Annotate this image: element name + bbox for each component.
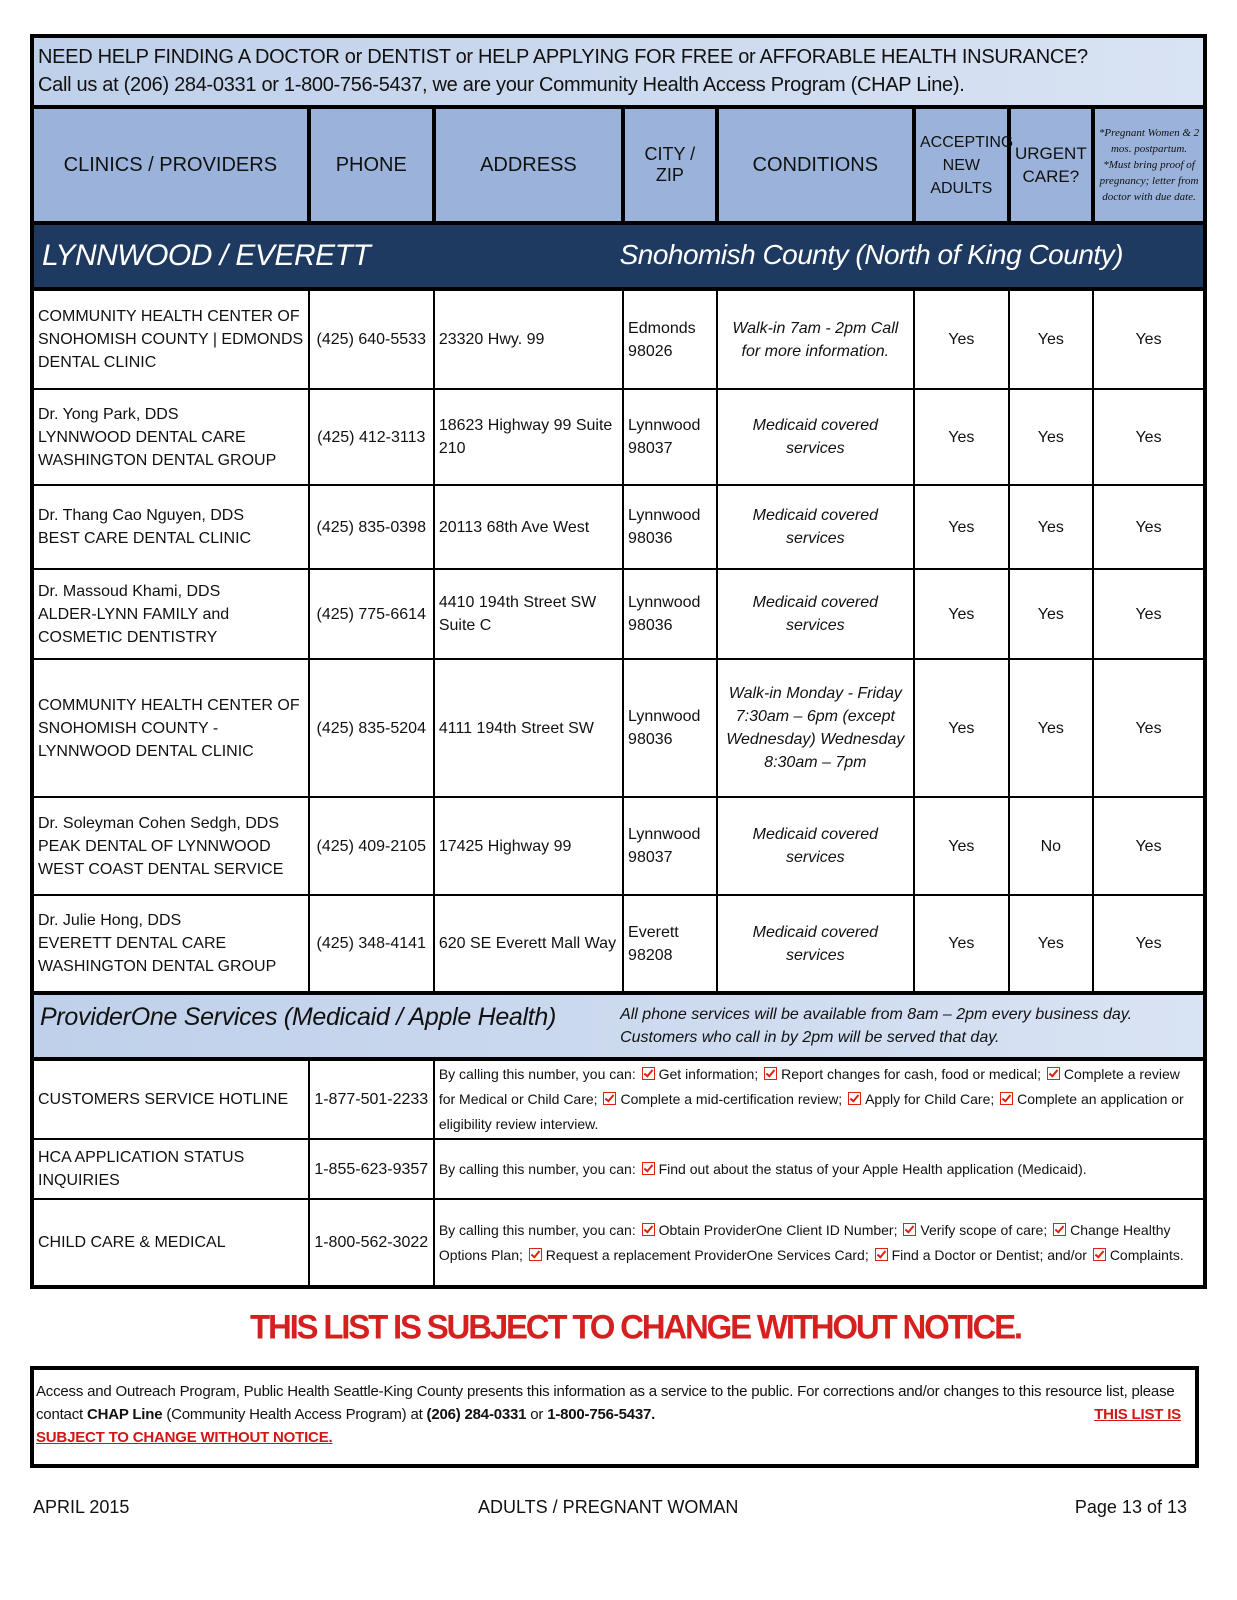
disclaimer-phone-2: 1-800-756-5437. <box>547 1406 656 1423</box>
service-item: Find a Doctor or Dentist; and/or <box>891 1246 1087 1263</box>
accepting-cell: Yes <box>914 289 1009 389</box>
city-cell <box>623 797 717 895</box>
pregnant-cell: Yes <box>1093 289 1205 389</box>
service-intro: By calling this number, you can: <box>438 1066 636 1082</box>
provider-doctor: Dr. Julie Hong, DDS <box>38 912 182 929</box>
service-phone: 1-800-562-3022 <box>309 1199 434 1287</box>
header-accepting: ACCEPTING NEW ADULTS <box>914 107 1009 223</box>
urgent-cell: Yes <box>1009 569 1093 659</box>
urgent-cell: Yes <box>1009 659 1093 797</box>
urgent-cell: Yes <box>1009 485 1093 569</box>
provider-name: EVERETT DENTAL CARE WASHINGTON DENTAL GROUP <box>38 935 277 975</box>
region-subtitle: Snohomish County (North of King County) <box>619 239 1123 270</box>
provider-row <box>32 389 1205 485</box>
service-item: Get information; <box>658 1066 759 1082</box>
column-headers <box>32 107 1205 223</box>
city-cell <box>623 485 717 569</box>
city-name: Lynnwood <box>628 708 701 725</box>
pregnant-cell: Yes <box>1093 895 1205 993</box>
accepting-cell: Yes <box>914 569 1009 659</box>
service-item: Apply for Child Care; <box>865 1091 995 1107</box>
services-note <box>620 1003 1132 1049</box>
conditions-cell: Walk-in Monday - Friday 7:30am – 6pm (except Wednesday) Wednesday 8:30am – 7pm <box>717 659 914 797</box>
service-description <box>434 1199 1205 1287</box>
checkbox-checked-icon <box>848 1092 861 1105</box>
disclaimer-phone-1: (206) 284-0331 <box>426 1406 527 1423</box>
service-item: Complaints. <box>1109 1246 1184 1263</box>
checkbox-checked-icon <box>764 1067 777 1080</box>
phone-cell: (425) 412-3113 <box>309 389 434 485</box>
provider-name: COMMUNITY HEALTH CENTER OF SNOHOMISH COUNTY - LYNNWOOD DENTAL CLINIC <box>38 696 300 760</box>
accepting-cell: Yes <box>914 797 1009 895</box>
service-name: HCA APPLICATION STATUS INQUIRIES <box>32 1139 309 1199</box>
city-name: Edmonds <box>628 319 696 337</box>
provider-cell <box>32 569 309 659</box>
checkbox-checked-icon <box>1093 1248 1106 1261</box>
header-clinics: CLINICS / PROVIDERS <box>32 107 309 223</box>
checkbox-checked-icon <box>529 1248 542 1261</box>
disclaimer-text-1: Access and Outreach Program, Public Health Seattle-King County presents this information as a service to the public. For corrections and/or changes to this resource list, please contact <box>36 1383 1175 1423</box>
resource-page <box>30 34 1207 1289</box>
provider-name: COMMUNITY HEALTH CENTER OF SNOHOMISH COUNTY | EDMONDS DENTAL CLINIC <box>38 308 304 371</box>
disclaimer-box <box>30 1366 1199 1468</box>
conditions-cell: Walk-in 7am - 2pm Call for more information. <box>717 289 914 389</box>
service-intro: By calling this number, you can: <box>438 1221 636 1238</box>
provider-name: BEST CARE DENTAL CLINIC <box>38 530 252 547</box>
checkbox-checked-icon <box>875 1248 888 1261</box>
address-cell: 18623 Highway 99 Suite 210 <box>434 389 623 485</box>
footer-date: APRIL 2015 <box>33 1497 130 1517</box>
provider-doctor: Dr. Yong Park, DDS <box>38 405 179 423</box>
providers-table <box>30 105 1207 1289</box>
city-cell <box>623 659 717 797</box>
header-city: CITY / ZIP <box>623 107 717 223</box>
service-item: Report changes for cash, food or medical; <box>781 1066 1042 1082</box>
service-item: Verify scope of care; <box>920 1221 1048 1238</box>
change-notice: THIS LIST IS SUBJECT TO CHANGE WITHOUT NOTICE. <box>250 1307 1021 1346</box>
disclaimer-text-2: (Community Health Access Program) at <box>166 1406 423 1423</box>
service-phone: 1-855-623-9357 <box>309 1139 434 1199</box>
service-rows <box>32 1059 1205 1287</box>
pregnant-cell: Yes <box>1093 389 1205 485</box>
city-name: Lynnwood <box>628 507 701 524</box>
zip-code: 98036 <box>628 731 673 748</box>
urgent-cell: No <box>1009 797 1093 895</box>
conditions-cell: Medicaid covered services <box>717 895 914 993</box>
address-cell: 4410 194th Street SW Suite C <box>434 569 623 659</box>
services-note-1: All phone services will be available from 8am – 2pm every business day. <box>620 1006 1133 1023</box>
provider-rows <box>32 289 1205 993</box>
checkbox-checked-icon <box>642 1067 655 1080</box>
service-row <box>32 1059 1205 1139</box>
phone-cell: (425) 409-2105 <box>309 797 434 895</box>
services-band <box>32 993 1205 1059</box>
disclaimer-red-1: THIS LIST IS <box>1094 1406 1181 1423</box>
checkbox-checked-icon <box>1000 1092 1013 1105</box>
checkbox-checked-icon <box>642 1223 655 1236</box>
service-description <box>434 1139 1205 1199</box>
phone-cell: (425) 835-0398 <box>309 485 434 569</box>
urgent-cell: Yes <box>1009 389 1093 485</box>
city-cell <box>623 569 717 659</box>
pregnant-cell: Yes <box>1093 569 1205 659</box>
conditions-cell: Medicaid covered services <box>717 389 914 485</box>
services-note-2: Customers who call in by 2pm will be served that day. <box>620 1029 1000 1046</box>
checkbox-checked-icon <box>903 1223 916 1236</box>
checkbox-checked-icon <box>603 1092 616 1105</box>
provider-doctor: Dr. Soleyman Cohen Sedgh, DDS <box>38 814 280 832</box>
zip-code: 98036 <box>628 617 673 634</box>
provider-row <box>32 895 1205 993</box>
address-cell: 17425 Highway 99 <box>434 797 623 895</box>
provider-cell <box>32 485 309 569</box>
region-band <box>32 223 1205 289</box>
pregnant-cell: Yes <box>1093 659 1205 797</box>
city-cell <box>623 289 717 389</box>
provider-name: ALDER-LYNN FAMILY and COSMETIC DENTISTRY <box>38 605 230 646</box>
header-address: ADDRESS <box>434 107 623 223</box>
provider-row <box>32 289 1205 389</box>
provider-name: LYNNWOOD DENTAL CARE WASHINGTON DENTAL GROUP <box>38 428 277 469</box>
provider-cell <box>32 289 309 389</box>
disclaimer-chap: CHAP Line <box>86 1406 163 1423</box>
service-name: CUSTOMERS SERVICE HOTLINE <box>32 1059 309 1139</box>
zip-code: 98037 <box>628 849 673 866</box>
provider-cell <box>32 659 309 797</box>
provider-cell <box>32 389 309 485</box>
accepting-cell: Yes <box>914 389 1009 485</box>
checkbox-checked-icon <box>642 1162 655 1175</box>
provider-doctor: Dr. Massoud Khami, DDS <box>38 582 221 600</box>
provider-doctor: Dr. Thang Cao Nguyen, DDS <box>38 507 245 524</box>
service-item: Complete a mid-certification review; <box>620 1091 843 1107</box>
city-cell <box>623 389 717 485</box>
address-cell: 620 SE Everett Mall Way <box>434 895 623 993</box>
phone-cell: (425) 348-4141 <box>309 895 434 993</box>
zip-code: 98036 <box>628 530 673 547</box>
provider-cell <box>32 797 309 895</box>
accepting-cell: Yes <box>914 659 1009 797</box>
header-phone: PHONE <box>309 107 434 223</box>
zip-code: 98037 <box>628 440 673 457</box>
provider-row <box>32 569 1205 659</box>
conditions-cell: Medicaid covered services <box>717 569 914 659</box>
pregnant-cell: Yes <box>1093 797 1205 895</box>
accepting-cell: Yes <box>914 485 1009 569</box>
footer-section: ADULTS / PREGNANT WOMAN <box>478 1497 739 1517</box>
checkbox-checked-icon <box>1047 1067 1060 1080</box>
banner-line-1: NEED HELP FINDING A DOCTOR or DENTIST or HELP APPLYING FOR FREE or AFFORABLE HEALTH INSURANCE? <box>38 46 1088 68</box>
header-urgent: URGENT CARE? <box>1009 107 1093 223</box>
service-item: Complete an application or eligibility review interview. <box>438 1091 1184 1132</box>
pregnant-cell: Yes <box>1093 485 1205 569</box>
provider-row <box>32 797 1205 895</box>
service-item: Change Healthy Options Plan; <box>438 1221 1171 1263</box>
service-row <box>32 1139 1205 1199</box>
checkbox-checked-icon <box>1053 1223 1066 1236</box>
header-pregnant: *Pregnant Women & 2 mos. postpartum. *Must bring proof of pregnancy; letter from doctor with due date. <box>1093 107 1205 223</box>
service-item: Obtain ProviderOne Client ID Number; <box>658 1221 898 1238</box>
provider-cell <box>32 895 309 993</box>
region-title: LYNNWOOD / EVERETT <box>42 239 371 272</box>
city-name: Lynnwood <box>628 594 701 611</box>
service-row <box>32 1199 1205 1287</box>
disclaimer-or: or <box>530 1406 544 1423</box>
provider-name: PEAK DENTAL OF LYNNWOOD WEST COAST DENTAL SERVICE <box>38 837 284 878</box>
city-name: Lynnwood <box>628 826 701 843</box>
phone-cell: (425) 640-5533 <box>309 289 434 389</box>
address-cell: 4111 194th Street SW <box>434 659 623 797</box>
provider-row <box>32 485 1205 569</box>
service-item: Complete a review for Medical or Child Care; <box>438 1066 1180 1107</box>
service-description <box>434 1059 1205 1139</box>
city-name: Lynnwood <box>628 417 701 434</box>
footer-page: Page 13 of 13 <box>1074 1497 1187 1517</box>
conditions-cell: Medicaid covered services <box>717 485 914 569</box>
services-title: ProviderOne Services (Medicaid / Apple Health) <box>40 1003 557 1031</box>
urgent-cell: Yes <box>1009 895 1093 993</box>
service-item: Find out about the status of your Apple Health application (Medicaid). <box>658 1160 1087 1177</box>
phone-cell: (425) 775-6614 <box>309 569 434 659</box>
city-cell <box>623 895 717 993</box>
service-intro: By calling this number, you can: <box>438 1160 636 1177</box>
phone-cell: (425) 835-5204 <box>309 659 434 797</box>
service-item: Request a replacement ProviderOne Services Card; <box>545 1246 869 1263</box>
urgent-cell: Yes <box>1009 289 1093 389</box>
disclaimer-red-2: SUBJECT TO CHANGE WITHOUT NOTICE. <box>36 1429 333 1446</box>
address-cell: 20113 68th Ave West <box>434 485 623 569</box>
accepting-cell: Yes <box>914 895 1009 993</box>
zip-code: 98026 <box>628 342 673 360</box>
help-banner <box>30 34 1207 105</box>
conditions-cell: Medicaid covered services <box>717 797 914 895</box>
banner-line-2: Call us at (206) 284-0331 or 1-800-756-5437, we are your Community Health Access Program (CHAP Line). <box>38 74 965 96</box>
zip-code: 98208 <box>628 946 673 964</box>
service-phone: 1-877-501-2233 <box>309 1059 434 1139</box>
service-name: CHILD CARE & MEDICAL <box>32 1199 309 1287</box>
provider-row <box>32 659 1205 797</box>
address-cell: 23320 Hwy. 99 <box>434 289 623 389</box>
header-conditions: CONDITIONS <box>717 107 914 223</box>
city-name: Everett <box>628 923 679 941</box>
